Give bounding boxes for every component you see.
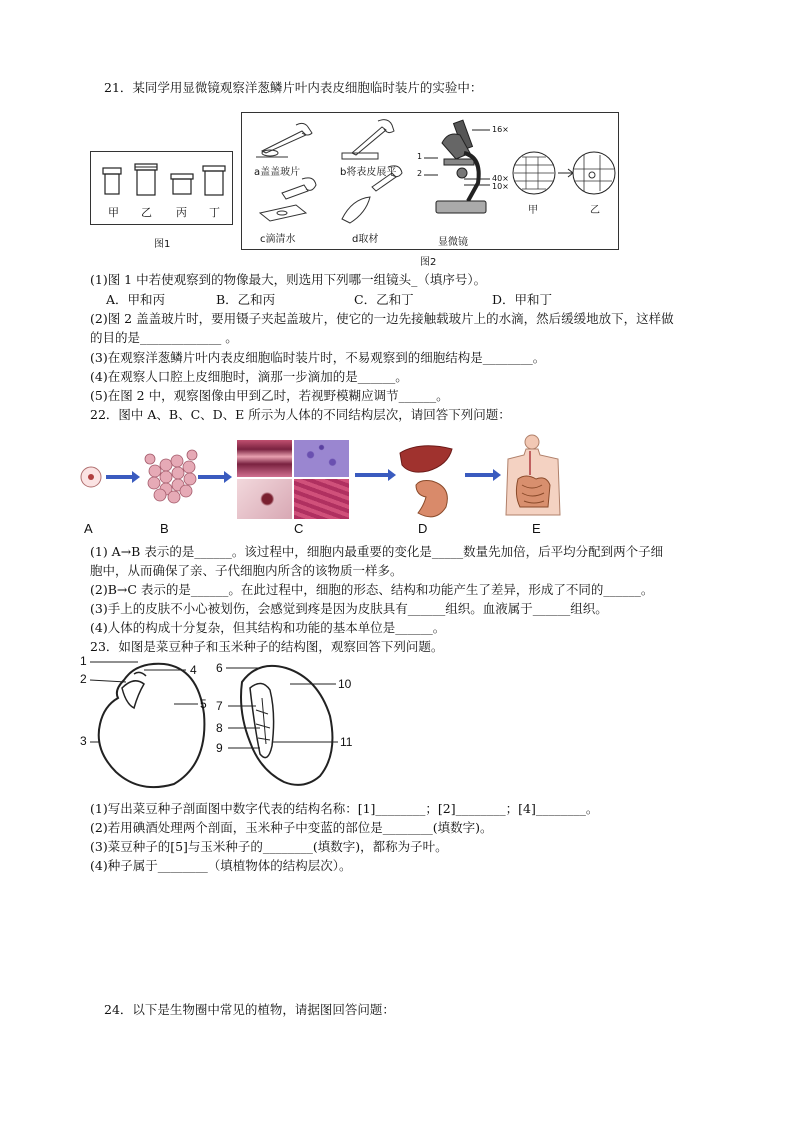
- figure-2-caption: 图2: [420, 257, 437, 268]
- q23-part-1: (1)写出菜豆种子剖面图中数字代表的结构名称：[1]________；[2]________；[4]________。: [90, 801, 599, 816]
- seed-number: 1: [80, 654, 87, 668]
- q21-part-4: (4)在观察人口腔上皮细胞时，滴那一步滴加的是______。: [90, 369, 408, 384]
- tissue-image-blood: [294, 440, 349, 477]
- microscope-label: 显微镜: [438, 237, 468, 248]
- seed-number: 3: [80, 734, 87, 748]
- tissue-image-nerve: [237, 479, 292, 519]
- q22-part-2: (2)B→C 表示的是______。在此过程中，细胞的形态、结构和功能产生了差异，形成了不同的______。: [90, 582, 654, 597]
- q21-part-5: (5)在图 2 中，观察图像由甲到乙时，若视野模糊应调节______。: [90, 388, 449, 403]
- lens-label: 丙: [176, 206, 187, 219]
- q22-part-3: (3)手上的皮肤不小心被划伤，会感觉到疼是因为皮肤具有______组织。血液属于______组织。: [90, 601, 608, 616]
- step-label-a: a盖盖玻片: [254, 167, 301, 178]
- lens-label: 乙: [141, 206, 152, 219]
- tissue-image-muscle: [237, 440, 292, 477]
- q22-part-1-cont: 胞中，从而确保了亲、子代细胞内所含的该物质一样多。: [90, 563, 403, 578]
- seed-number: 10: [338, 677, 352, 691]
- option-b: B．乙和丙: [216, 292, 276, 307]
- q22-part-4: (4)人体的构成十分复杂，但其结构和功能的基本单位是______。: [90, 620, 446, 635]
- figure-2-procedure: [241, 112, 619, 250]
- q23-stem: 23．如图是菜豆种子和玉米种子的结构图，观察回答下列问题。: [90, 639, 444, 654]
- level-label-a: A: [84, 521, 93, 536]
- seed-number: 5: [200, 697, 207, 711]
- magnification-label: 16×: [492, 125, 509, 134]
- q21-part-2: (2)图 2 盖盖玻片时，要用镊子夹起盖玻片，使它的一边先接触载玻片上的水滴，然后缓缓地放下，这样做: [90, 311, 674, 326]
- figure-1-caption: 图1: [154, 239, 171, 250]
- q23-part-4: (4)种子属于________（填植物体的结构层次）。: [90, 858, 352, 873]
- q21-part-3: (3)在观察洋葱鳞片叶内表皮细胞临时装片时，不易观察到的细胞结构是________。: [90, 350, 546, 365]
- seed-number: 4: [190, 663, 197, 677]
- seed-number: 6: [216, 661, 223, 675]
- magnification-label: 10×: [492, 182, 509, 191]
- option-a: A．甲和丙: [106, 292, 166, 307]
- step-label-b: b将表皮展平: [340, 167, 397, 178]
- level-label-c: C: [294, 521, 304, 536]
- q24-stem: 24．以下是生物圈中常见的植物，请据图回答问题：: [104, 1002, 395, 1017]
- level-label-d: D: [418, 521, 428, 536]
- figure-body-levels: [80, 435, 580, 530]
- option-c: C．乙和丁: [354, 292, 414, 307]
- view-label: 乙: [590, 205, 600, 216]
- q21-part-1: (1)图 1 中若使观察到的物像最大，则选用下列哪一组镜头_（填序号）。: [90, 272, 487, 287]
- procedure-drawings: [242, 113, 618, 249]
- option-d: D．甲和丁: [492, 292, 553, 307]
- lens-label: 甲: [108, 206, 119, 219]
- q21-stem: 21．某同学用显微镜观察洋葱鳞片叶内表皮细胞临时装片的实验中：: [104, 80, 483, 95]
- q22-stem: 22．图中 A、B、C、D、E 所示为人体的不同结构层次，请回答下列问题：: [90, 407, 511, 422]
- step-label-d: d取材: [352, 234, 379, 245]
- magnification-label: 40×: [492, 174, 509, 183]
- q23-part-2: (2)若用碘酒处理两个剖面，玉米种子中变蓝的部位是________(填数字)。: [90, 820, 493, 835]
- seed-number: 11: [340, 735, 353, 749]
- seed-number: 2: [80, 672, 87, 686]
- lens-label: 丁: [209, 206, 220, 219]
- part-number: 1: [417, 152, 423, 161]
- seed-number: 7: [216, 699, 223, 713]
- level-label-b: B: [160, 521, 169, 536]
- q23-part-3: (3)菜豆种子的[5]与玉米种子的________(填数字)，都称为子叶。: [90, 839, 448, 854]
- q21-part-2-cont: 的目的是_____________ 。: [90, 330, 238, 345]
- seed-number: 8: [216, 721, 223, 735]
- q22-part-1: (1) A→B 表示的是______。该过程中，细胞内最重要的变化是_____数量先加倍，后平均分配到两个子细: [90, 544, 664, 559]
- figure-1-lenses: [90, 151, 233, 225]
- step-label-c: c滴清水: [260, 234, 296, 245]
- tissue-image-epithelial: [294, 479, 349, 519]
- level-label-e: E: [532, 521, 541, 536]
- part-number: 2: [417, 169, 423, 178]
- view-label: 甲: [528, 205, 538, 216]
- figure-seeds: [74, 654, 364, 794]
- seed-number: 9: [216, 741, 223, 755]
